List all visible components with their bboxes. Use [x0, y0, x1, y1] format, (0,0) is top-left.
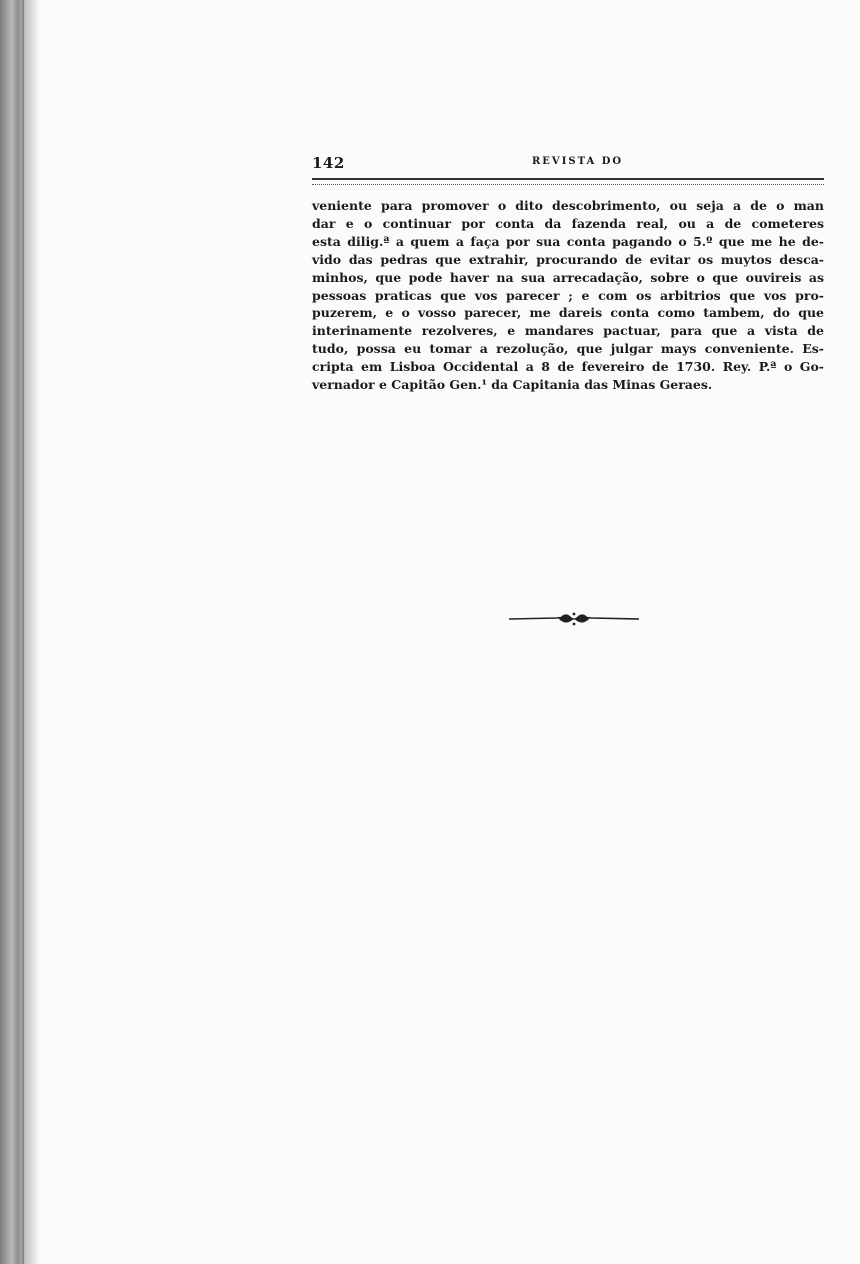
text-line: vernador e Capitão Gen.¹ da Capitania das Minas Geraes.: [312, 377, 713, 393]
text-line: puzerem, e o vosso parecer, me dareis conta como tambem, do que: [312, 305, 824, 321]
printers-ornament-icon: [507, 608, 641, 628]
running-head: [312, 150, 824, 172]
text-line: esta dilig.ª a quem a faça por sua conta pagando o 5.º que me he de-: [312, 233, 824, 249]
text-line: dar e o continuar por conta da fazenda real, ou a de cometeres: [312, 215, 824, 231]
text-line: vido das pedras que extrahir, procurando de evitar os muytos desca-: [312, 251, 824, 267]
text-line: tudo, possa eu tomar a rezolução, que julgar mays conveniente. Es-: [312, 341, 824, 357]
book-gutter: [0, 0, 40, 1264]
text-line: interinamente rezolveres, e mandares pactuar, para que a vista de: [312, 323, 824, 339]
running-title: REVISTA DO: [532, 156, 624, 167]
gutter-shadow-line: [22, 0, 24, 1264]
page-number: 142: [312, 154, 345, 172]
header-rule: [312, 178, 824, 185]
text-line: minhos, que pode haver na sua arrecadação, sobre o que ouvireis as: [312, 269, 824, 285]
body-text: [312, 197, 824, 394]
text-line: cripta em Lisboa Occidental a 8 de fevereiro de 1730. Rey. P.ª o Go-: [312, 359, 824, 375]
text-line: pessoas praticas que vos parecer ; e com os arbitrios que vos pro-: [312, 287, 824, 303]
page-content: [312, 150, 824, 394]
text-line: veniente para promover o dito descobrimento, ou seja a de o man: [312, 198, 824, 213]
